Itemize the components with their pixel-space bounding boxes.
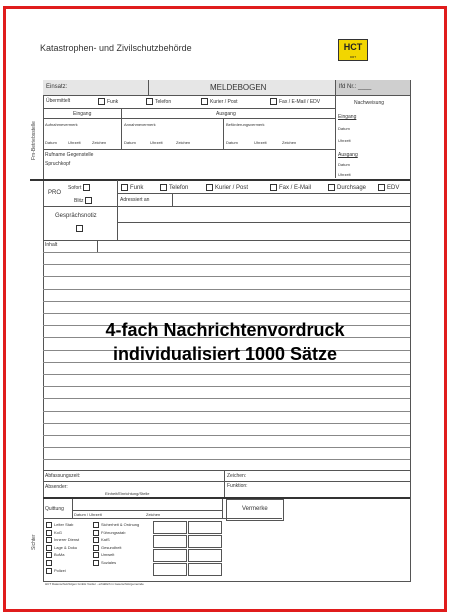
inhalt-line [43,264,410,265]
divider [148,80,149,95]
einheit-label: Einheit/Einrichtung/Stelle [105,491,150,496]
hct-logo: HCT DRT [338,39,368,61]
mid-channel-funk[interactable]: Funk [121,184,143,192]
annahmevermerk-label: Annahmevermerk [124,122,156,127]
divider [72,510,222,511]
inhalt-line [43,252,410,253]
sichter-right-item[interactable]: Umwelt [93,552,114,558]
uhrzeit-col-2: Uhrzeit [150,140,163,145]
divider [223,118,224,150]
sichter-left-item[interactable]: Innerer Dienst [46,537,79,543]
nachweis-datum-1: Datum [338,126,350,131]
zeichen-col-2: Zeichen [176,140,191,145]
inhalt-label: Inhalt [45,242,58,248]
divider [172,193,173,206]
nachweis-eingang: Eingang [338,114,357,120]
uhrzeit-col-3: Uhrzeit [254,140,267,145]
channel-kurier[interactable]: Kurier / Post [201,98,238,105]
divider [43,118,335,119]
sichter-left-item[interactable]: BuMa [46,552,64,558]
datum-col-1: Datum [45,140,57,145]
nachweisung-label: Nachweisung [354,100,385,106]
adressiert-label: Adressiert an [120,197,150,203]
befoerderungsvermerk-label: Beförderungsvermerk [226,122,265,127]
funktion-label: Funktion: [227,483,248,489]
abfassungszeit-label: Abfassungszeit: [45,473,81,479]
overlay-line-2: individualisiert 1000 Sätze [112,344,338,364]
sichter-right-item[interactable]: Soziales [93,560,116,566]
mid-channel-kurier[interactable]: Kurier / Post [206,184,248,192]
ausgang-header: Ausgang [216,111,236,117]
divider [43,108,335,109]
mid-channel-edv[interactable]: EDV [378,184,399,192]
gespraechsnotiz-label: Gesprächsnotiz [55,213,97,219]
inhalt-line [43,447,410,448]
inhalt-line [43,276,410,277]
nachweis-uhrzeit-1: Uhrzeit [338,138,351,143]
sidebar-fm-betriebsstelle: Fm-Betriebsstelle [31,121,37,160]
zeichen-col-3: Zeichen [282,140,297,145]
datum-col-3: Datum [226,140,238,145]
sichter-left-item[interactable]: Leiter Stab [46,522,73,528]
inhalt-line [43,301,410,302]
mid-channel-fax-email[interactable]: Fax / E-Mail [270,184,311,192]
sichter-field-box[interactable] [153,549,187,562]
eingang-header: Eingang [73,111,92,117]
inhalt-line [43,459,410,460]
lfd-nr-label: lfd Nr.: ____ [339,84,372,90]
sichter-field-box[interactable] [188,549,222,562]
divider [43,518,282,519]
aufnahmevermerk-label: Aufnahmevermerk [45,122,78,127]
divider [72,499,73,519]
sichter-field-box[interactable] [153,563,187,576]
divider [224,470,225,498]
einsatz-label: Einsatz: [46,84,68,90]
sichter-field-box[interactable] [153,521,187,534]
section-divider [30,179,410,181]
nachweis-uhrzeit-2: Uhrzeit [338,172,351,177]
sichter-left-item[interactable] [46,560,54,566]
inhalt-line [43,411,410,412]
spruchkopf-label: Spruchkopf [45,161,71,167]
sichter-left-item[interactable]: Polizei [46,568,66,574]
zeichen-col-1: Zeichen [92,140,107,145]
absender-label: Absender: [45,484,68,490]
footer-text: HCT Datenschutzfolgen GmbH Vorder - erhältlich in Geierschützgemeinde [45,582,144,586]
divider [43,240,410,241]
sichter-right-item[interactable]: Führungsstab [93,530,125,536]
inhalt-line [43,435,410,436]
divider [222,499,223,519]
datum-col-2: Datum [124,140,136,145]
nachweis-datum-2: Datum [338,162,350,167]
sidebar-sichter: Sichter [31,534,37,550]
inhalt-line [43,386,410,387]
divider [43,206,410,207]
sichter-field-box[interactable] [188,535,222,548]
channel-funk[interactable]: Funk [98,98,118,105]
sichter-left-item[interactable]: KoG [46,530,62,536]
quittung-label: Quittung [45,506,64,512]
datum-uhrzeit-label: Datum / Uhrzeit [74,512,102,517]
blitz-checkbox[interactable]: Blitz [74,197,94,204]
sichter-right-item[interactable]: Gesundheit [93,545,121,551]
inhalt-line [43,313,410,314]
zeichen-bottom-label: Zeichen [146,512,161,517]
vermerke-label: Vermerke [242,506,268,512]
overlay-line-1: 4-fach Nachrichtenvordruck [105,320,345,340]
inhalt-line [43,374,410,375]
sichter-right-item[interactable]: Sicherheit & Ordnung [93,522,139,528]
divider [97,240,98,252]
sichter-left-item[interactable]: Lage & Doku [46,545,77,551]
mid-channel-telefon[interactable]: Telefon [160,184,188,192]
sichter-field-box[interactable] [188,521,222,534]
pro-label: PRO [48,190,62,196]
channel-fax-email-edv[interactable]: Fax / E-Mail / EDV [270,98,320,105]
uebermittelt-label: Übermittelt [46,98,71,104]
inhalt-line [43,423,410,424]
inhalt-line [43,289,410,290]
sichter-field-box[interactable] [153,535,187,548]
meldebogen-title: MELDEBOGEN [210,83,267,92]
divider [121,108,122,150]
divider [43,470,410,471]
gespraechsnotiz-checkbox[interactable] [76,225,85,232]
divider [43,149,335,150]
sofort-checkbox[interactable]: Sofort [68,184,92,191]
zeichen-sign-label: Zeichen: [227,473,247,479]
sichter-right-item[interactable]: KatS [93,537,110,543]
einsatz-row [43,80,335,96]
nachweis-ausgang: Ausgang [338,152,358,158]
divider [117,193,410,194]
rufname-label: Rufname Gegenstelle [45,152,94,158]
divider [335,80,336,178]
divider [117,222,410,223]
sichter-field-box[interactable] [188,563,222,576]
authority-title: Katastrophen- und Zivilschutzbehörde [40,43,192,53]
inhalt-line [43,398,410,399]
divider [43,481,410,482]
mid-channel-durchsage[interactable]: Durchsage [328,184,366,192]
divider [117,180,118,240]
channel-telefon[interactable]: Telefon [146,98,171,105]
uhrzeit-col-1: Uhrzeit [68,140,81,145]
